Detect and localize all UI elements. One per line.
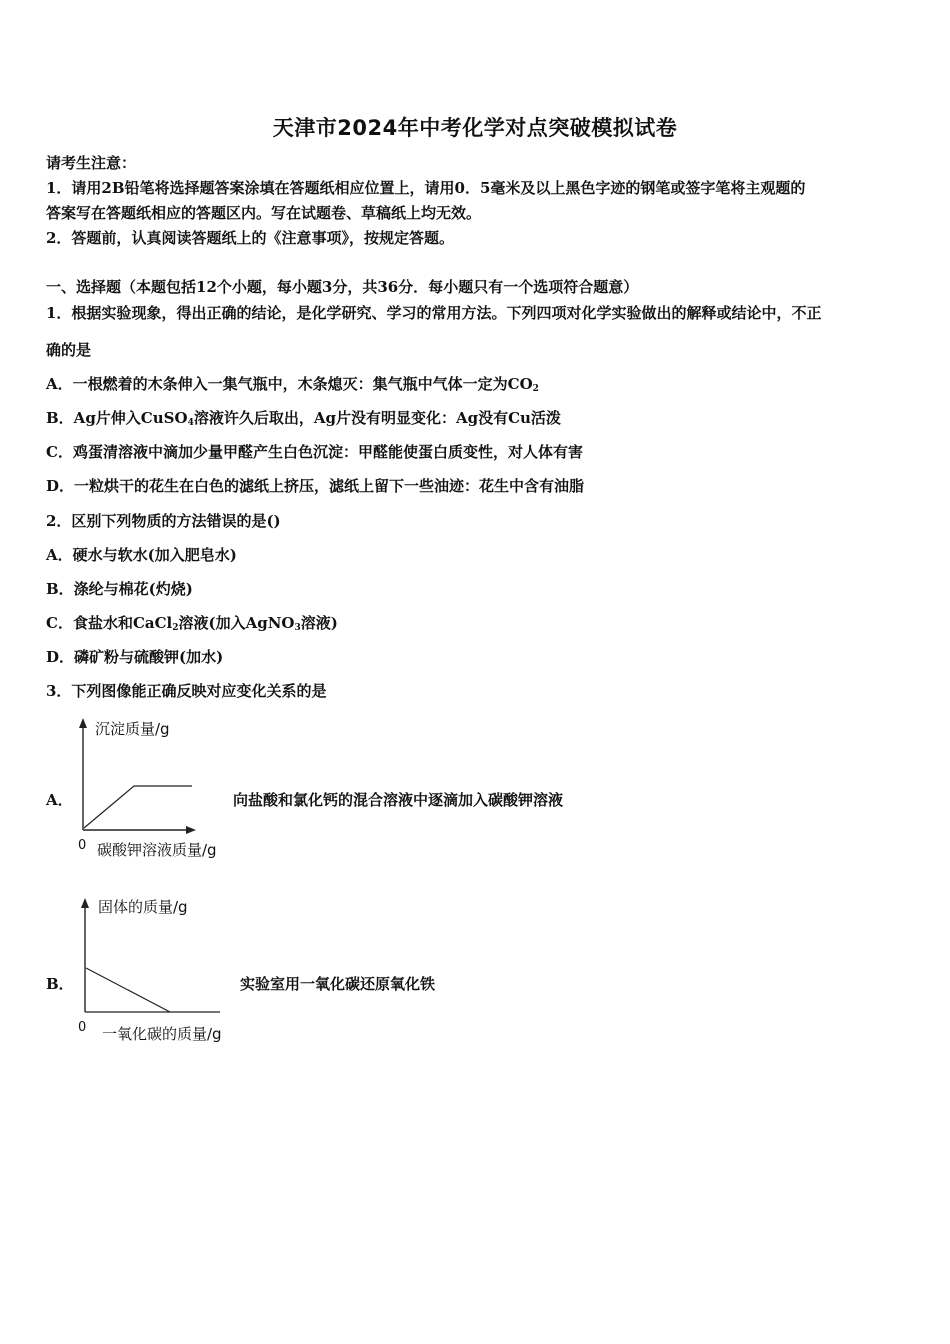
q1-option-b-subscript: 4 [187, 418, 194, 428]
q3-option-a-letter: A． [46, 791, 73, 809]
q2-option-c-text-mid: 溶液(加入AgNO [178, 614, 295, 632]
q3-option-a-description: 向盐酸和氯化钙的混合溶液中逐滴加入碳酸钾溶液 [233, 791, 564, 809]
solid-mass-curve [86, 968, 170, 1012]
y-axis-arrow-icon [79, 718, 87, 728]
q2-option-d: D．磷矿粉与硫酸钾(加水) [46, 648, 224, 666]
q1-stem-line-2: 确的是 [46, 341, 92, 359]
q2-option-c-subscript-1: 2 [172, 623, 179, 633]
q3-option-a-x-label: 碳酸钾溶液质量/g [97, 841, 217, 859]
q3-option-a-y-label: 沉淀质量/g [95, 720, 170, 738]
notice-item-2: 2．答题前，认真阅读答题纸上的《注意事项》，按规定答题。 [46, 229, 454, 247]
y-axis-arrow-icon [81, 898, 89, 908]
q1-option-b [46, 407, 561, 428]
q1-option-a-subscript: 2 [532, 384, 539, 394]
q2-stem: 2．区别下列物质的方法错误的是() [46, 512, 281, 530]
q1-option-a-text: A．一根燃着的木条伸入一集气瓶中，木条熄灭：集气瓶中气体一定为CO [46, 375, 533, 393]
q3-option-b-y-label: 固体的质量/g [98, 898, 188, 916]
q2-option-c [46, 612, 338, 633]
notice-item-1-line-2: 答案写在答题纸相应的答题区内。写在试题卷、草稿纸上均无效。 [46, 204, 482, 222]
q2-option-a: A．硬水与软水(加入肥皂水) [46, 546, 237, 564]
y-axis [81, 898, 89, 1012]
q3-option-b-letter: B． [46, 975, 74, 993]
x-axis [83, 826, 196, 834]
x-axis-arrow-icon [186, 826, 196, 834]
q2-option-b: B．涤纶与棉花(灼烧) [46, 580, 193, 598]
q3-option-a-origin: 0 [78, 838, 87, 853]
q1-option-b-text-post: 溶液许久后取出，Ag片没有明显变化：Ag没有Cu活泼 [193, 409, 561, 427]
q2-option-c-text-post: 溶液) [300, 614, 338, 632]
q1-option-c: C．鸡蛋清溶液中滴加少量甲醛产生白色沉淀：甲醛能使蛋白质变性，对人体有害 [46, 443, 583, 461]
notice-heading: 请考生注意： [46, 154, 137, 172]
q3-stem: 3．下列图像能正确反映对应变化关系的是 [46, 682, 327, 700]
y-axis [79, 718, 87, 830]
q3-option-b-origin: 0 [78, 1020, 87, 1035]
q1-stem-line-1: 1．根据实验现象，得出正确的结论，是化学研究、学习的常用方法。下列四项对化学实验做出的解释或结论中，不正 [46, 304, 822, 322]
q2-option-c-text-pre: C．食盐水和CaCl [46, 614, 173, 632]
q1-option-d: D．一粒烘干的花生在白色的滤纸上挤压，滤纸上留下一些油迹：花生中含有油脂 [46, 477, 585, 495]
q3-option-b-x-label: 一氧化碳的质量/g [102, 1025, 222, 1043]
precipitate-curve [84, 786, 192, 828]
notice-item-1-line-1: 1．请用2B铅笔将选择题答案涂填在答题纸相应位置上，请用0．5毫米及以上黑色字迹的钢笔或签字笔将主观题的 [46, 179, 806, 197]
q3-option-b-description: 实验室用一氧化碳还原氧化铁 [240, 975, 436, 993]
section-heading: 一、选择题（本题包括12个小题，每小题3分，共36分．每小题只有一个选项符合题意） [46, 278, 639, 296]
q2-option-c-subscript-2: 3 [294, 623, 301, 633]
q1-option-b-text-pre: B．Ag片伸入CuSO [46, 409, 188, 427]
q1-option-a [46, 373, 539, 394]
page-title: 天津市2024年中考化学对点突破模拟试卷 [272, 116, 678, 140]
